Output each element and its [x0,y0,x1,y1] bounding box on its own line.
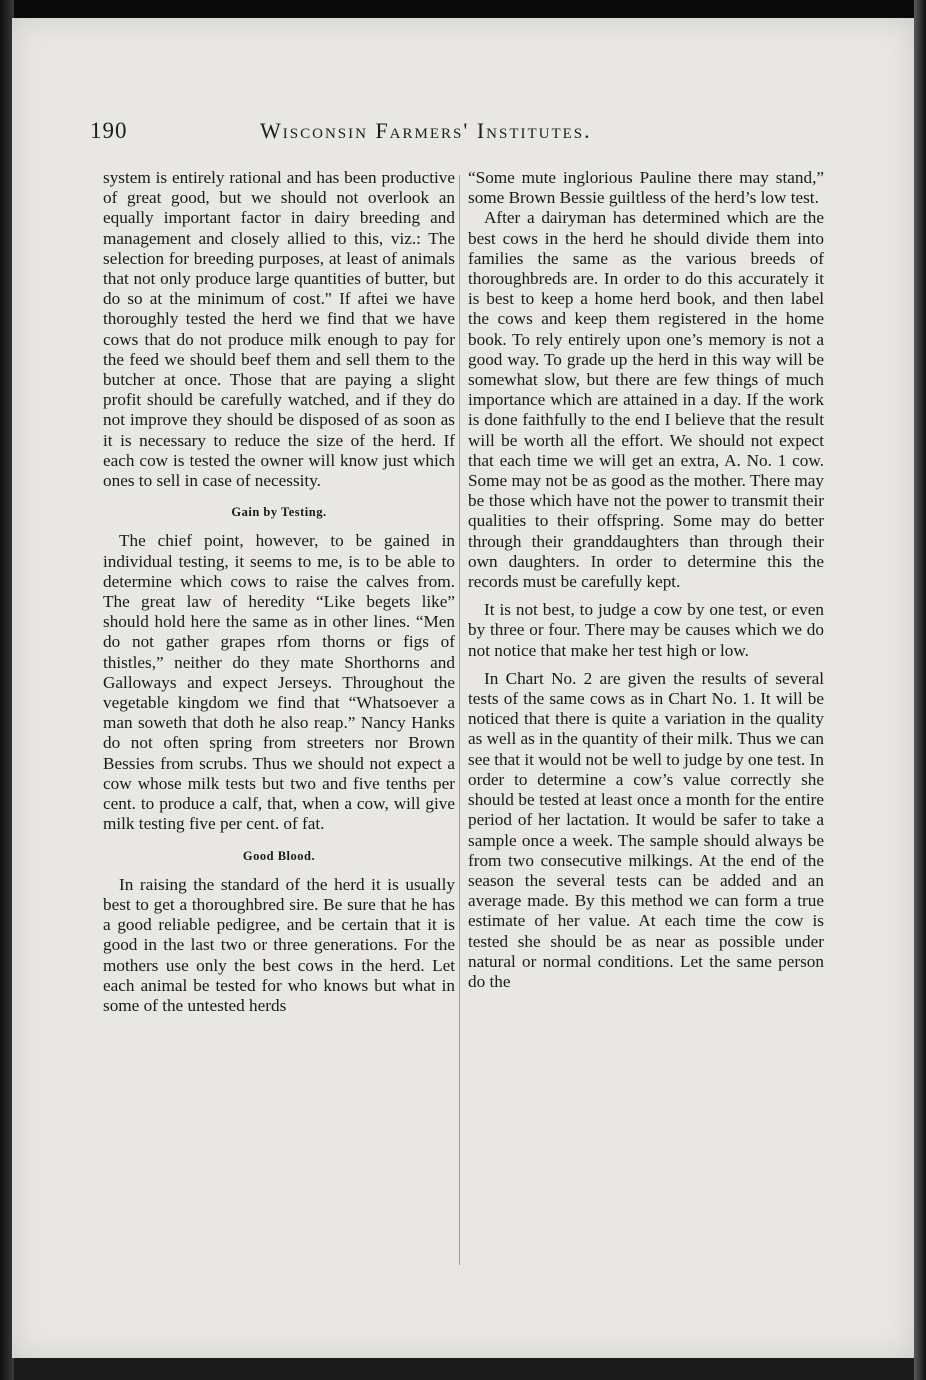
section-heading-good-blood: Good Blood. [242,848,316,863]
paragraph: After a dairyman has determined which are the best cows in the herd he should divide them into families the same as the various breeds of thoroughbreds are. In order to do this accurately it is best to keep a home herd book, and then label the cows and keep them registered in the home book. To rely entirely upon one’s memory is not a good way. To grade up the herd in this way will be somewhat slow, but there are few things of much importance which are attained in a day. If the work is done faithfully to the end I believe that the result will be worth all the effort. We should not expect that each time we will get an extra, A. No. 1 cow. Some may not be as good as the mother. There may be those which have not the power to transmit their qualities to their offspring. Some may do better through their granddaughters than through their own daughters. In order to determine this the records must be carefully kept. [468,208,824,592]
right-column [468,168,824,992]
paragraph: “Some mute inglorious Pauline there may stand,” some Brown Bessie guiltless of the herd’s low test. [468,168,824,208]
scan-right-edge [914,0,926,1380]
paragraph: system is entirely rational and has been productive of great good, but we should not overlook an equally important factor in dairy breeding and management and closely allied to this, viz.: The selection for breeding purposes, at least of animals that not only produce large quantities of butter, but do so at the minimum of cost." If aftei we have thoroughly tested the herd we find that we have cows that do not produce milk enough to pay for the feed we should beef them and sell them to the butcher at once. Those that are paying a slight profit should be carefully watched, and if they do not improve they should be disposed of as soon as it is necessary to reduce the size of the herd. If each cow is tested the owner will know just which ones to sell in case of necessity. [103,168,455,491]
column-divider [459,175,460,1265]
paragraph: The chief point, however, to be gained in individual testing, it seems to me, is to be able to determine which cows to raise the calves from. The great law of heredity “Like begets like” should hold here the same as in other lines. “Men do not gather grapes rfom thorns or figs of thistles,” neither do they mate Shorthorns and Galloways and expect Jerseys. Throughout the vegetable kingdom we find that “Whatsoever a man soweth that doth he also reap.” Nancy Hanks do not often spring from streeters nor Brown Bessies from scrubs. Thus we should not expect a cow whose milk tests but two and five tenths per cent. to produce a calf, that, when a cow, will give milk testing five per cent. of fat. [103,531,455,834]
left-column [103,168,455,1016]
paragraph: In Chart No. 2 are given the results of several tests of the same cows as in Chart No. 1. It will be noticed that there is quite a variation in the quality as well as in the quantity of their milk. Thus we can see that it would not be well to judge by one test. In order to determine a cow’s value correctly she should be tested at least once a month for the entire period of her lactation. It would be safer to take a sample once a week. The sample should always be from two consecutive milkings. At the end of the season the several tests can be added and an average made. By this method we can form a true estimate of her value. At each time the cow is tested she should be as near as possible under natural or normal conditions. Let the same person do the [468,668,824,991]
paragraph: It is not best, to judge a cow by one test, or even by three or four. There may be causes which we do not notice that make her test high or low. [468,600,824,660]
page-number: 190 [90,118,128,143]
section-heading-gain-by-testing: Gain by Testing. [231,505,327,520]
running-header [90,118,830,148]
paragraph: In raising the standard of the herd it is usually best to get a thoroughbred sire. Be sure that he has a good reliable pedigree, and be certain that it is good in the last two or three generations. For the mothers use only the best cows in the herd. Let each animal be tested for who knows but what in some of the untested herds [103,874,455,1015]
running-title: Wisconsin Farmers' Institutes. [260,118,592,143]
